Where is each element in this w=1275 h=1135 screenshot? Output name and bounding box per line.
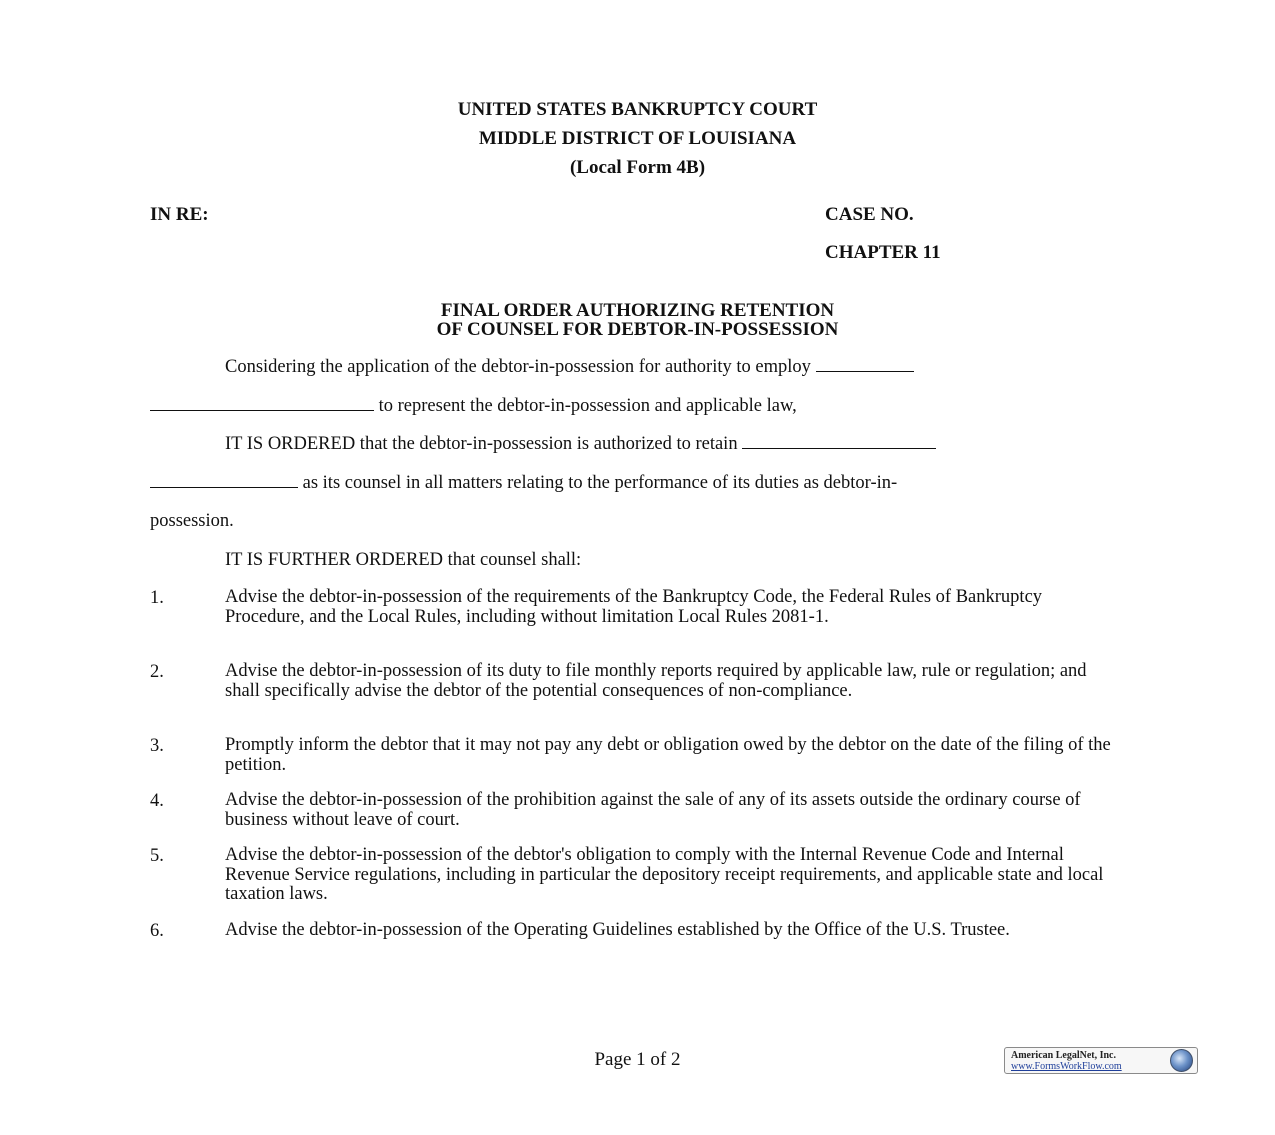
list-item-text: Advise the debtor-in-possession of the debtor's obligation to comply with the Internal Revenue Code and Internal Revenue Service regulations, including in particular the depository receipt requirements, and applicable state and local taxation laws. <box>225 845 1104 904</box>
paragraph-text: to represent the debtor-in-possession and applicable law, <box>378 396 797 416</box>
list-item-number: 3. <box>150 736 164 756</box>
publisher-name: American LegalNet, Inc. <box>1011 1050 1116 1061</box>
blank-line[interactable] <box>816 370 914 372</box>
list-item-text: Promptly inform the debtor that it may not pay any debt or obligation owed by the debtor on the date of the filing of the petition. <box>225 735 1111 775</box>
paragraph-text: IT IS ORDERED that the debtor-in-possession is authorized to retain <box>225 434 738 454</box>
publisher-link[interactable]: www.FormsWorkFlow.com <box>1011 1061 1122 1072</box>
paragraph-ordered-end: possession. <box>150 511 234 531</box>
paragraph-considering <box>225 357 914 378</box>
chapter-label: CHAPTER 11 <box>825 242 941 263</box>
list-item-text: Advise the debtor-in-possession of the prohibition against the sale of any of its assets outside the ordinary course of business without leave of court. <box>225 790 1081 830</box>
paragraph-ordered <box>225 434 936 455</box>
globe-icon <box>1170 1049 1193 1072</box>
case-no-label: CASE NO. <box>825 204 914 225</box>
blank-line[interactable] <box>742 447 936 449</box>
order-title-line2: OF COUNSEL FOR DEBTOR-IN-POSSESSION <box>436 319 839 340</box>
blank-line[interactable] <box>150 486 298 488</box>
order-title-line1: FINAL ORDER AUTHORIZING RETENTION <box>440 300 835 321</box>
list-item-number: 5. <box>150 846 164 866</box>
list-item-text: Advise the debtor-in-possession of the Operating Guidelines established by the Office of the U.S. Trustee. <box>225 920 1010 940</box>
paragraph-considering-cont <box>150 396 797 417</box>
court-district: MIDDLE DISTRICT OF LOUISIANA <box>478 128 797 149</box>
list-item-text: Advise the debtor-in-possession of the requirements of the Bankruptcy Code, the Federal Rules of Bankruptcy Procedure, and the Local Rules, including without limitation Local Rules 2081-1. <box>225 587 1043 627</box>
page-number: Page 1 of 2 <box>594 1049 681 1070</box>
list-item-number: 2. <box>150 662 164 682</box>
list-item-text: Advise the debtor-in-possession of its duty to file monthly reports required by applicable law, rule or regulation; and shall specifically advise the debtor of the potential consequences of non-compliance. <box>225 661 1087 701</box>
list-item-number: 4. <box>150 791 164 811</box>
paragraph-text: as its counsel in all matters relating to the performance of its duties as debtor-in- <box>302 473 898 493</box>
list-item-number: 1. <box>150 588 164 608</box>
list-item-number: 6. <box>150 921 164 941</box>
paragraph-ordered-cont <box>150 473 897 494</box>
paragraph-further-ordered: IT IS FURTHER ORDERED that counsel shall: <box>225 550 582 570</box>
in-re-label: IN RE: <box>150 204 209 225</box>
paragraph-text: Considering the application of the debtor-in-possession for authority to employ <box>225 357 811 377</box>
court-name: UNITED STATES BANKRUPTCY COURT <box>457 99 818 120</box>
blank-line[interactable] <box>150 409 374 411</box>
form-name: (Local Form 4B) <box>569 157 706 178</box>
publisher-logo[interactable] <box>1004 1047 1198 1074</box>
